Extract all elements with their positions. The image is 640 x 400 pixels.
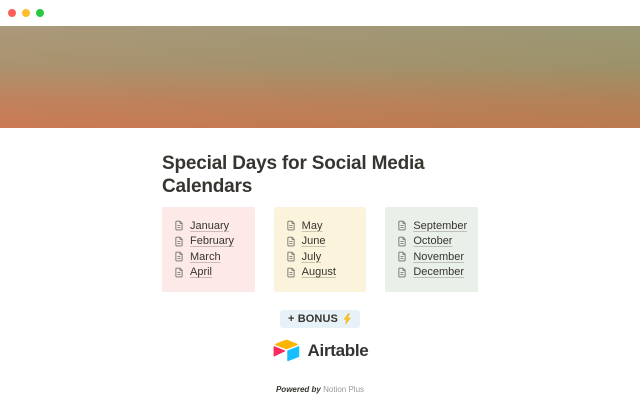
month-column-jan-apr [162, 207, 255, 292]
page-document-icon [174, 236, 184, 247]
month-link[interactable] [286, 218, 367, 234]
month-link[interactable] [174, 218, 255, 234]
month-link-label: October [413, 235, 453, 248]
page-document-icon [286, 220, 296, 231]
zoom-button[interactable] [36, 9, 44, 17]
bonus-label: + BONUS [288, 313, 338, 325]
page-document-icon [397, 267, 407, 278]
month-link[interactable] [397, 249, 478, 265]
month-link-label: March [190, 250, 221, 263]
page-document-icon [174, 267, 184, 278]
month-link-label: November [413, 250, 465, 263]
month-link-label: September [413, 219, 468, 232]
lightning-bolt-icon [342, 313, 352, 325]
month-link[interactable] [397, 234, 478, 250]
page-document-icon [174, 220, 184, 231]
month-link-label: June [301, 235, 326, 248]
month-columns [162, 207, 478, 292]
page-document-icon [174, 251, 184, 262]
month-link-label: December [413, 266, 465, 279]
bonus-link[interactable] [280, 310, 360, 328]
month-link[interactable] [174, 234, 255, 250]
page-content [162, 152, 478, 394]
month-link-label: August [301, 266, 336, 279]
month-column-may-aug [274, 207, 367, 292]
notion-plus-link[interactable]: Notion Plus [323, 385, 365, 394]
airtable-icon [272, 338, 301, 363]
month-link-label: May [301, 219, 323, 232]
page-document-icon [286, 236, 296, 247]
page-document-icon [397, 220, 407, 231]
page-title: Special Days for Social Media Calendars [162, 153, 425, 197]
month-link[interactable] [286, 249, 367, 265]
airtable-wordmark: Airtable [307, 340, 369, 360]
cover-image [0, 26, 640, 128]
month-link-label: January [190, 219, 230, 232]
month-link[interactable] [174, 265, 255, 281]
month-column-sep-dec [385, 207, 478, 292]
page-document-icon [286, 251, 296, 262]
footer [162, 385, 478, 394]
window-titlebar [0, 0, 640, 26]
page-document-icon [286, 267, 296, 278]
page-document-icon [397, 236, 407, 247]
powered-by-text: Powered by [275, 385, 321, 394]
month-link-label: July [301, 250, 322, 263]
month-link[interactable] [286, 265, 367, 281]
close-button[interactable] [8, 9, 16, 17]
page-document-icon [397, 251, 407, 262]
month-link[interactable] [174, 249, 255, 265]
minimize-button[interactable] [22, 9, 30, 17]
month-link[interactable] [397, 218, 478, 234]
month-link-label: February [190, 235, 235, 248]
month-link-label: April [190, 266, 213, 279]
airtable-logo-link[interactable] [162, 338, 478, 363]
bonus-row [162, 309, 478, 328]
month-link[interactable] [286, 234, 367, 250]
month-link[interactable] [397, 265, 478, 281]
